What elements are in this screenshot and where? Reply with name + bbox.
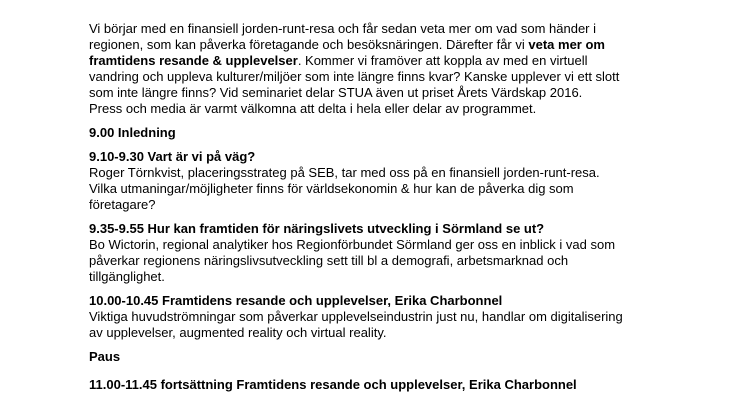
program-item-3-line-2: påverkar regionens näringslivsutveckling sett till bl a demografi, arbetsmarknad och [89, 253, 569, 268]
program-item-2-line-1: Roger Törnkvist, placeringsstrateg på SEB, tar med oss på en finansiell jorden-runt-resa. [89, 165, 600, 180]
program-item-4-title: 10.00-10.45 Framtidens resande och upplevelser, Erika Charbonnel [89, 293, 503, 308]
intro-paragraph [89, 21, 689, 117]
intro-line-4: vandring och uppleva kulturer/miljöer som inte längre finns kvar? Kanske upplever vi ett slott [89, 69, 620, 84]
program-item-1-title: 9.00 Inledning [89, 125, 176, 140]
intro-line-2 [89, 37, 689, 53]
program-item-4-line-1: Viktiga huvudströmningar som påverkar upplevelseindustrin just nu, handlar om digitalisering [89, 309, 623, 324]
intro-line-5: som inte längre finns? Vid seminariet delar STUA även ut priset Årets Värdskap 2016. [89, 85, 583, 100]
intro-line-1: Vi börjar med en finansiell jorden-runt-resa och får sedan veta mer om vad som händer i [89, 21, 597, 36]
program-item-4-line-2: av upplevelser, augmented reality och virtual reality. [89, 325, 387, 340]
intro-line-2-normal: regionen, som kan påverka företagande och besöksnäringen. Därefter får vi [89, 37, 529, 52]
program-item-3-line-1: Bo Wictorin, regional analytiker hos Regionförbundet Sörmland ger oss en inblick i vad som [89, 237, 616, 252]
intro-line-6: Press och media är varmt välkomna att delta i hela eller delar av programmet. [89, 101, 537, 116]
intro-line-3-bold: framtidens resande & upplevelser [89, 53, 298, 68]
program-item-6-title: 11.00-11.45 fortsättning Framtidens resande och upplevelser, Erika Charbonnel [89, 377, 577, 392]
program-item-3-line-3: tillgänglighet. [89, 269, 165, 284]
intro-line-3-normal: . Kommer vi framöver att koppla av med en virtuell [297, 53, 588, 68]
document-page [89, 0, 689, 393]
program-item-2-title: 9.10-9.30 Vart är vi på väg? [89, 149, 256, 164]
intro-line-3 [89, 53, 689, 69]
program-item-5-title: Paus [89, 349, 121, 364]
program-item-2-line-3: företagare? [89, 197, 156, 212]
program-item-2-line-2: Vilka utmaningar/möjligheter finns för världsekonomin & hur kan de påverka dig som [89, 181, 574, 196]
program-item-3-title: 9.35-9.55 Hur kan framtiden för näringslivets utveckling i Sörmland se ut? [89, 221, 545, 236]
intro-line-2-bold: veta mer om [528, 37, 605, 52]
